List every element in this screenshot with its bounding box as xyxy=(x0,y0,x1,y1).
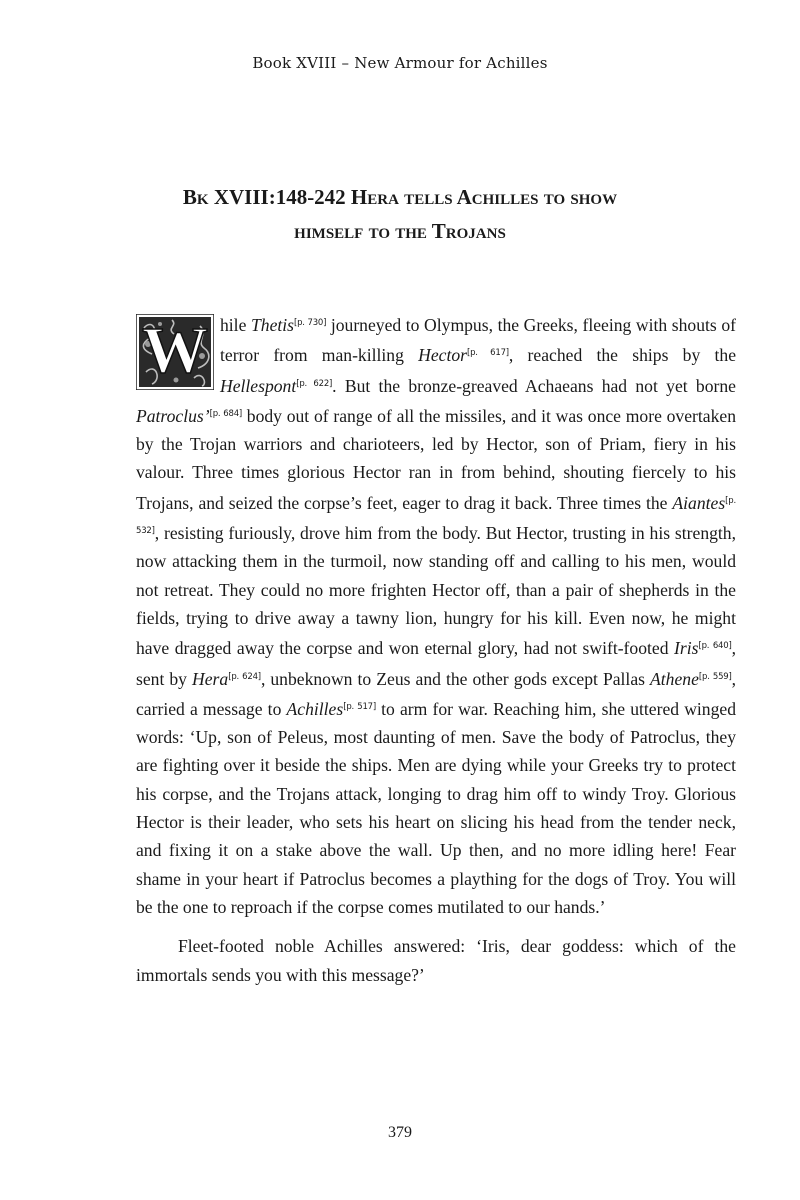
name-thetis: Thetis xyxy=(250,315,294,335)
text-segment: , sent by xyxy=(136,638,736,689)
name-hera: Hera xyxy=(192,668,229,689)
page-ref-hellespont: [p. 622] xyxy=(296,378,333,389)
text-segment: , reached the ships by the xyxy=(508,345,737,366)
page-ref-aiantes: [p. 532] xyxy=(136,495,736,537)
chapter-title-line-1: Bk XVIII:148-242 Hera tells Achilles to show xyxy=(182,185,618,209)
text-segment: journeyed to Olympus, the Greeks, fleeing with shouts of terror from man-killing xyxy=(220,315,736,366)
page-ref-hera: [p. 624] xyxy=(228,671,261,682)
page-ref-thetis: [p. 730] xyxy=(294,318,327,328)
paragraph-1 xyxy=(136,309,736,921)
page-ref-patroclus: [p. 684] xyxy=(209,408,243,419)
text-segment: to arm for war. Reaching him, she uttered winged words: ‘Up, son of Peleus, most daunting of men. Save the body of Patroclus, they are fighting over it beside the ships. Men are dying while your Greeks try to protect his corpse, and the Trojans attack, longing to drag him off to windy Troy. Glorious Hector is their leader, who sets his heart on slicing his head from the tender neck, and fixing it on a stake above the wall. Up then, and no more idling here! Fear shame in your heart if Patroclus becomes a plaything for the dogs of Troy. You will be the one to reproach if the corpse comes mutilated to our hands.’ xyxy=(136,698,736,917)
page-number: 379 xyxy=(388,1124,412,1141)
page-ref-hector: [p. 617] xyxy=(466,348,509,359)
chapter-title xyxy=(120,180,680,248)
name-patroclus: Patroclus’ xyxy=(136,405,210,426)
page-ref-iris: [p. 640] xyxy=(698,641,732,652)
dropcap-ornament xyxy=(136,314,214,390)
name-hellespont: Hellespont xyxy=(220,375,297,396)
text-segment: , carried a message to xyxy=(136,668,737,719)
name-achilles: Achilles xyxy=(286,698,344,719)
name-athene: Athene xyxy=(650,668,699,689)
text-segment: body out of range of all the missiles, and it was once more overtaken by the Trojan warriors and charioteers, led by Hector, son of Priam, fiery in his valour. Three times glorious Hector ran in from behind, shouting fiercely to his Trojans, and seized the corpse’s feet, eager to drag it back. Three times the xyxy=(136,405,736,513)
chapter-title-line-2: himself to the Trojans xyxy=(294,219,506,243)
dropcap-letter: W xyxy=(142,314,208,387)
name-iris: Iris xyxy=(674,638,699,659)
text-segment: , resisting furiously, drove him from the body. But Hector, trusting in his strength, now attacking them in the turmoil, now standing off and calling to his men, would not retreat. They could no more frighten Hector off, than a pair of shepherds in the fields, trying to drive away a tawny lion, hungry for his kill. Even now, he might have dragged away the corpse and won eternal glory, had not swift-footed xyxy=(136,523,736,659)
name-hector: Hector xyxy=(418,345,467,366)
paragraph-2: Fleet-footed noble Achilles answered: ‘Iris, dear goddess: which of the immortals sends you with this message?’ xyxy=(136,936,736,985)
text-segment: . But the bronze-greaved Achaeans had not yet borne xyxy=(332,375,736,396)
text-segment: hile xyxy=(220,315,251,335)
text-segment: , unbeknown to Zeus and the other gods except Pallas xyxy=(260,668,651,689)
page-ref-athene: [p. 559] xyxy=(698,671,732,682)
body-text xyxy=(136,309,736,989)
running-header: Book XVIII – New Armour for Achilles xyxy=(252,54,548,72)
page-ref-achilles: [p. 517] xyxy=(343,701,377,712)
name-aiantes: Aiantes xyxy=(672,492,726,513)
